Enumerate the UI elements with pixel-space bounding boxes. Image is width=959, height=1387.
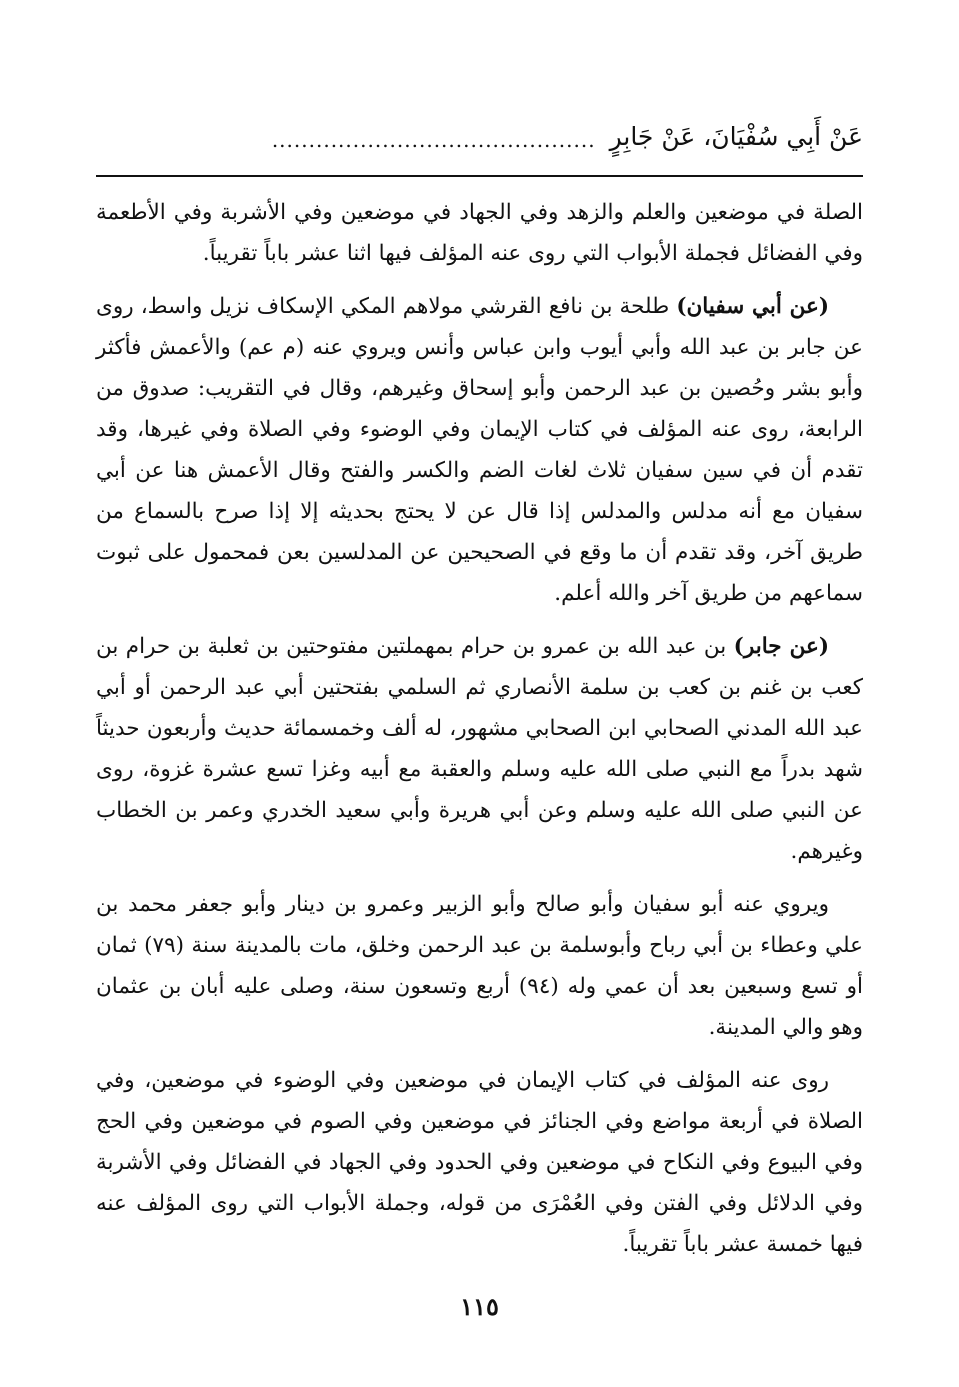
paragraph-1: [96, 192, 863, 274]
paragraph-text: روى عنه المؤلف في كتاب الإيمان في موضعين وفي الوضوء في موضعين، وفي الصلاة في أربعة مواضع وفي الجنائز في موضعين وفي الصوم في موضعين وفي الحج وفي البيوع وفي النكاح في موضعين وفي الحدود وفي الجهاد في الفضائل وفي الأشربة وفي الدلائل وفي الفتن وفي العُمْرَى من قوله، وجملة الأبواب التي روى المؤلف عنه فيها خمسة عشر باباً تقريباً.: [96, 1068, 863, 1257]
page-number: ١١٥: [460, 1292, 499, 1321]
running-header-dots: ............................................: [271, 128, 596, 152]
header-rule: [96, 175, 863, 177]
paragraph-text: بن عبد الله بن عمرو بن حرام بمهملتين مفتوحتين بن ثعلبة بن حرام بن كعب بن غنم بن كعب بن سلمة الأنصاري ثم السلمي بفتحتين أبي عبد الرحمن أو أبي عبد الله المدني الصحابي ابن الصحابي مشهور، له ألف وخمسمائة حديث وأربعون حديثاً شهد بدراً مع النبي صلى الله عليه وسلم والعقبة مع أبيه وغزا تسع عشرة غزوة، روى عن النبي صلى الله عليه وسلم وعن أبي هريرة وأبي سعيد الخدري وعمر بن الخطاب وغيرهم.: [96, 634, 863, 864]
paragraph-5: [96, 1060, 863, 1265]
paragraph-4: [96, 884, 863, 1048]
running-header: [96, 108, 863, 152]
body-text: [96, 192, 863, 1277]
paragraph-text: ويروي عنه أبو سفيان وأبو صالح وأبو الزبير وعمرو بن دينار وأبو جعفر محمد بن علي وعطاء بن أبي رباح وأبوسلمة بن عبد الرحمن وخلق، مات بالمدينة سنة (٧٩) ثمان أو تسع وسبعين بعد أن عمي وله (٩٤) أربع وتسعون سنة، وصلى عليه أبان بن عثمان وهو والي المدينة.: [96, 892, 863, 1040]
paragraph-lead: (عن أبي سفيان): [676, 294, 829, 319]
paragraph-3: [96, 626, 863, 872]
paragraph-text: طلحة بن نافع القرشي مولاهم المكي الإسكاف نزيل واسط، روى عن جابر بن عبد الله وأبي أيوب وابن عباس وأنس ويروي عنه (م عم) والأعمش فأكثر وأبو بشر وحُصين بن عبد الرحمن وأبو إسحاق وغيرهم، وقال في التقريب: صدوق من الرابعة، روى عنه المؤلف في كتاب الإيمان وفي الوضوء وفي الصلاة وفي غيرها، وقد تقدم أن في سين سفيان ثلاث لغات الضم والكسر والفتح وقال الأعمش هنا عن أبي سفيان مع أنه مدلس والمدلس إذا قال عن لا يحتج بحديثه إلا إذا صرح بالسماع من طريق آخر، وقد تقدم أن ما وقع في الصحيحين عن المدلسين بعن فمحمول على ثبوت سماعهم من طريق آخر والله أعلم.: [96, 294, 863, 606]
paragraph-text: الصلة في موضعين والعلم والزهد وفي الجهاد في موضعين وفي الأشربة وفي الأطعمة وفي الفضائل فجملة الأبواب التي روى عنه المؤلف فيها اثنا عشر باباً تقريباً.: [96, 200, 863, 266]
paragraph-lead: (عن جابر): [733, 634, 829, 659]
paragraph-2: [96, 286, 863, 614]
running-header-title: عَنْ أَبِي سُفْيَانَ، عَنْ جَابِرٍ: [609, 122, 863, 151]
